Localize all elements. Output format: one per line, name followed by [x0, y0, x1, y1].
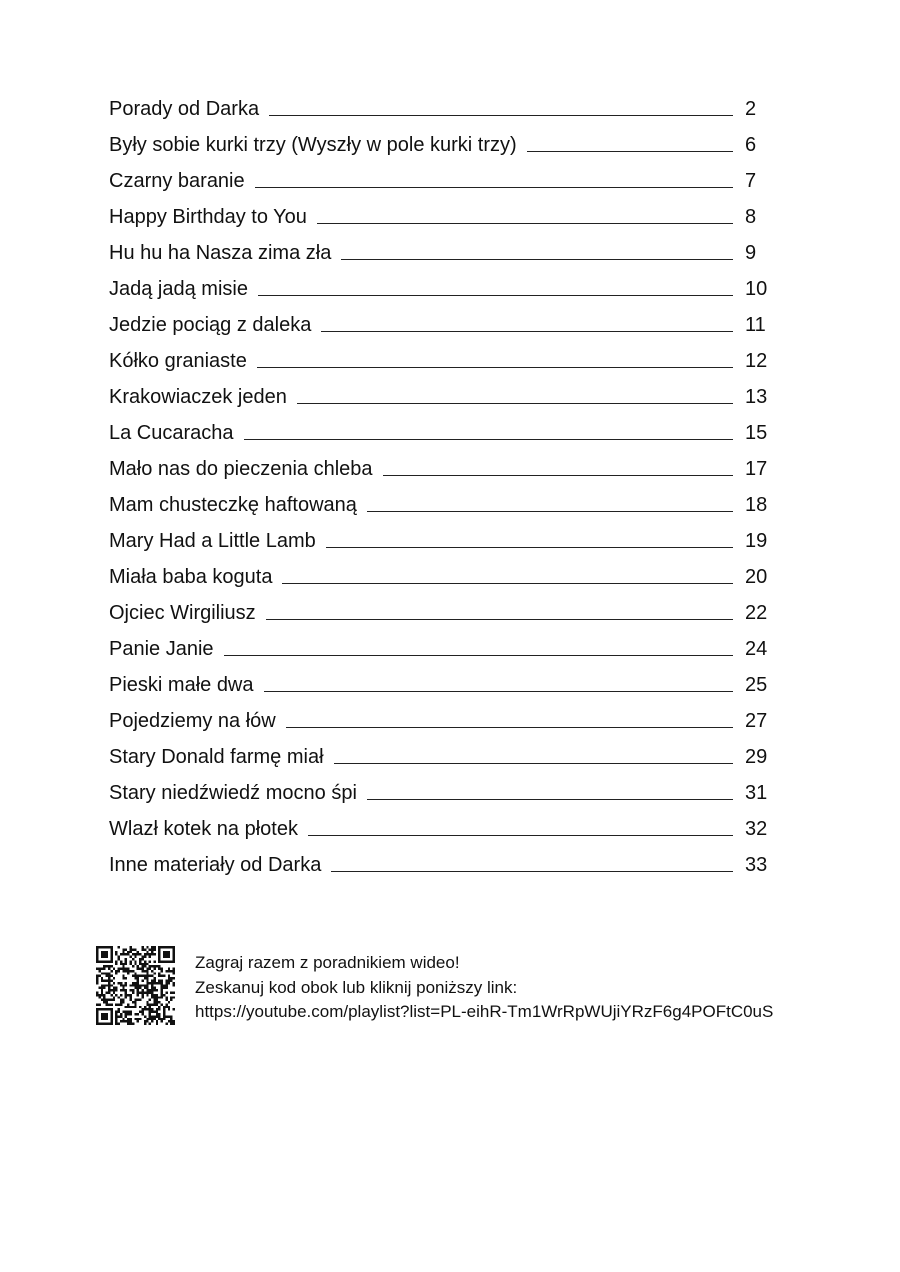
toc-entry-title: Były sobie kurki trzy (Wyszły w pole kurki trzy) [109, 134, 517, 156]
toc-leader-line [341, 259, 733, 260]
toc-entry[interactable] [109, 374, 769, 410]
toc-entry[interactable] [109, 626, 769, 662]
toc-entry-page: 10 [745, 278, 768, 300]
toc-entry-title: Mam chusteczkę haftowaną [109, 494, 357, 516]
toc-leader-line [224, 655, 733, 656]
toc-leader-line [383, 475, 733, 476]
toc-entry-title: Porady od Darka [109, 98, 260, 120]
toc-entry-page: 13 [745, 386, 768, 408]
toc-entry[interactable] [109, 518, 769, 554]
toc-leader-line [258, 295, 733, 296]
toc-entry-title: Hu hu ha Nasza zima zła [109, 242, 332, 264]
toc-leader-line [266, 619, 733, 620]
toc-entry-title: Stary Donald farmę miał [109, 746, 324, 768]
toc-leader-line [257, 367, 733, 368]
toc-leader-line [317, 223, 733, 224]
toc-entry-title: Mary Had a Little Lamb [109, 530, 316, 552]
toc-entry-page: 2 [745, 98, 757, 120]
playlist-link[interactable]: https://youtube.com/playlist?list=PL-eihR-Tm1WrRpWUjiYRzF6g4POFtC0uS [195, 1002, 774, 1021]
toc-entry-title: Czarny baranie [109, 170, 245, 192]
toc-entry[interactable] [109, 698, 769, 734]
toc-entry-title: Kółko graniaste [109, 350, 247, 372]
toc-entry-page: 27 [745, 710, 768, 732]
toc-entry-title: Inne materiały od Darka [109, 854, 322, 876]
toc-entry-page: 7 [745, 170, 757, 192]
toc-leader-line [367, 511, 733, 512]
table-of-contents [109, 86, 769, 878]
toc-leader-line [334, 763, 733, 764]
toc-entry-page: 17 [745, 458, 768, 480]
toc-entry-title: Krakowiaczek jeden [109, 386, 287, 408]
toc-entry-page: 12 [745, 350, 768, 372]
toc-entry[interactable] [109, 410, 769, 446]
toc-entry[interactable] [109, 446, 769, 482]
toc-entry[interactable] [109, 302, 769, 338]
toc-entry[interactable] [109, 266, 769, 302]
toc-entry[interactable] [109, 662, 769, 698]
video-guide-promo [96, 946, 856, 1028]
toc-entry-page: 19 [745, 530, 768, 552]
toc-entry-title: Pieski małe dwa [109, 674, 254, 696]
toc-entry-page: 25 [745, 674, 768, 696]
toc-entry[interactable] [109, 554, 769, 590]
toc-entry-title: Jadą jadą misie [109, 278, 248, 300]
toc-entry[interactable] [109, 158, 769, 194]
toc-leader-line [264, 691, 733, 692]
toc-entry[interactable] [109, 770, 769, 806]
toc-entry[interactable] [109, 590, 769, 626]
toc-entry[interactable] [109, 338, 769, 374]
toc-entry-page: 9 [745, 242, 757, 264]
toc-entry-title: Wlazł kotek na płotek [109, 818, 298, 840]
toc-leader-line [297, 403, 733, 404]
toc-entry[interactable] [109, 86, 769, 122]
toc-entry-page: 29 [745, 746, 768, 768]
toc-leader-line [286, 727, 733, 728]
toc-entry[interactable] [109, 482, 769, 518]
toc-leader-line [527, 151, 733, 152]
toc-leader-line [331, 871, 733, 872]
toc-entry[interactable] [109, 230, 769, 266]
toc-entry-page: 33 [745, 854, 768, 876]
toc-leader-line [244, 439, 733, 440]
toc-leader-line [326, 547, 733, 548]
toc-entry-title: Miała baba koguta [109, 566, 273, 588]
qr-code-icon[interactable] [96, 946, 175, 1025]
toc-entry-title: Mało nas do pieczenia chleba [109, 458, 373, 480]
toc-entry-page: 24 [745, 638, 768, 660]
toc-entry-page: 11 [745, 314, 766, 336]
toc-entry-title: Happy Birthday to You [109, 206, 307, 228]
toc-entry-page: 20 [745, 566, 768, 588]
toc-entry-page: 22 [745, 602, 768, 624]
toc-entry[interactable] [109, 806, 769, 842]
toc-entry[interactable] [109, 842, 769, 878]
toc-entry-page: 15 [745, 422, 768, 444]
toc-entry-page: 32 [745, 818, 768, 840]
toc-entry-title: Panie Janie [109, 638, 214, 660]
toc-entry-page: 8 [745, 206, 757, 228]
toc-leader-line [367, 799, 733, 800]
promo-headline: Zagraj razem z poradnikiem wideo! [195, 953, 460, 972]
toc-entry-page: 31 [745, 782, 768, 804]
toc-leader-line [308, 835, 733, 836]
toc-entry-title: Ojciec Wirgiliusz [109, 602, 256, 624]
promo-text-block [195, 951, 773, 1025]
toc-entry[interactable] [109, 194, 769, 230]
promo-instruction: Zeskanuj kod obok lub kliknij poniższy link: [195, 977, 518, 997]
toc-entry[interactable] [109, 122, 769, 158]
toc-leader-line [255, 187, 733, 188]
toc-leader-line [282, 583, 733, 584]
toc-entry-title: Stary niedźwiedź mocno śpi [109, 782, 357, 804]
toc-entry[interactable] [109, 734, 769, 770]
toc-entry-title: Pojedziemy na łów [109, 710, 276, 732]
toc-entry-title: Jedzie pociąg z daleka [109, 314, 312, 336]
toc-leader-line [269, 115, 733, 116]
toc-entry-page: 18 [745, 494, 768, 516]
toc-entry-page: 6 [745, 134, 757, 156]
toc-entry-title: La Cucaracha [109, 422, 234, 444]
toc-leader-line [321, 331, 733, 332]
